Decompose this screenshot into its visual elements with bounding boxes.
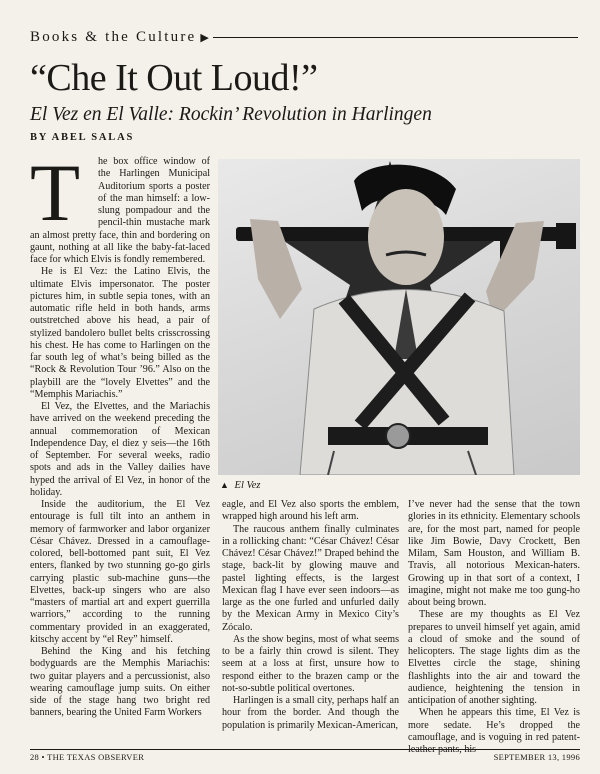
paragraph: he box office window of the Harlingen Municipal Auditorium sports a poster of the man himself: a low-slung pompadour and the pencil-thin mustache mark an almost pretty face, thin and bordering on gaunt, nothing at all like the baby-fat-laced face for which Elvis is fondly remembered. bbox=[30, 156, 210, 265]
section-label: Books & the Culture bbox=[30, 28, 197, 45]
page-folio: 28 • THE TEXAS OBSERVER bbox=[30, 752, 145, 762]
paragraph: Inside the auditorium, the El Vez entourage is full tilt into an anthem in memory of farmworker and labor organizer César Chávez. Dressed in a camouflage-colored, bell-bottomed pant suit, El Vez enters, flanked by two stunning go-go girls carrying plastic sub-machine guns—the Elvettes, back-up singers who are also “masters of martial art and expert guerrilla warriors,” according to the running commentary provided in an exaggerated, kitschy accent by “el Rey” himself. bbox=[30, 499, 210, 645]
article-deck: El Vez en El Valle: Rockin’ Revolution in Harlingen bbox=[30, 104, 432, 125]
paragraph: As the show begins, most of what seems to be a fairly thin crowd is silent. They seem at a loss at first, unsure how to respond either to the brazen camp or the not-so-subtle political overtones. bbox=[222, 633, 399, 694]
section-arrow-icon: ▶ bbox=[200, 31, 209, 44]
paragraph: eagle, and El Vez also sports the emblem, wrapped high around his left arm. bbox=[222, 499, 399, 523]
column-3 bbox=[408, 499, 580, 756]
footer-rule bbox=[30, 749, 580, 750]
paragraph: He is El Vez: the Latino Elvis, the ultimate Elvis impersonator. The poster pictures him, in subtle sepia tones, with an automatic rifle held in both hands, arms outstretched above his head, a pair of stylized bandolero bullet belts crisscrossing his chest. He has come to Harlingen on the far south leg of what’s being billed as the “Rock & Revolution Tour ’96.” Also on the playbill are the “lovely Elvettes” and the “Memphis Mariachis.” bbox=[30, 266, 210, 400]
column-2 bbox=[222, 499, 399, 732]
paragraph: Behind the King and his fetching bodyguards are the Memphis Mariachis: two guitar players and a percussionist, also wearing camouflage jump suits. On either side of the stage hang two bright red banners, bearing the United Farm Workers bbox=[30, 646, 210, 719]
paragraph: The raucous anthem finally culminates in a rollicking chant: “César Chávez! César Chávez! César Chávez!” Draped behind the stage, back-lit by glowing mauve and pastel lighting effects, is the largest Mexican flag I have ever seen indoors—as large as the one furled and unfurled daily by the Mexican Army in Mexico City’s Zócalo. bbox=[222, 523, 399, 633]
article-headline: “Che It Out Loud!” bbox=[30, 57, 318, 99]
el-vez-photo bbox=[218, 159, 580, 475]
caption-triangle-icon: ▲ bbox=[220, 480, 229, 490]
photo-caption-text: El Vez bbox=[234, 480, 261, 491]
column-1 bbox=[30, 147, 210, 720]
buckle-shape bbox=[386, 424, 410, 448]
paragraph: Harlingen is a small city, perhaps half an hour from the border. And though the population is primarily Mexican-American, bbox=[222, 695, 399, 731]
paragraph: These are my thoughts as El Vez prepares to unveil himself yet again, amid a cloud of smoke and the sound of helicopters. The stage lights dim as the Elvettes circle the stage, shining flashlights into the air and toward the audience, heightening the tension in anticipation of another sighting. bbox=[408, 609, 580, 706]
section-header bbox=[30, 26, 578, 48]
article-byline: BY ABEL SALAS bbox=[30, 132, 135, 143]
issue-date: SEPTEMBER 13, 1996 bbox=[493, 752, 580, 762]
paragraph: When he appears this time, El Vez is more sedate. He’s dropped the camouflage, and is voguing in red patent-leather pants, his bbox=[408, 707, 580, 755]
paragraph: I’ve never had the sense that the town glories in its ethnicity. Elementary schools are, for the most part, named for people like Jim Bowie, Davy Crockett, Ben Milam, Sam Houston, and William B. Travis, all notorious Mexican-haters. Growing up in that sort of a context, I imagine, might not make me too gung-ho about being brown. bbox=[408, 499, 580, 608]
drop-cap: T bbox=[30, 147, 81, 238]
section-rule bbox=[213, 37, 578, 38]
face-shape bbox=[368, 189, 444, 285]
paragraph: El Vez, the Elvettes, and the Mariachis have arrived on the weekend preceding the annual commemoration of Mexican Independence Day, el diez y seis—the 16th of September. For several weeks, radio spots and ads in the Valley dailies have hyped the arrival of El Vez, in honor of the holiday. bbox=[30, 401, 210, 498]
photo-caption bbox=[220, 480, 261, 491]
photo-illustration bbox=[218, 159, 580, 475]
